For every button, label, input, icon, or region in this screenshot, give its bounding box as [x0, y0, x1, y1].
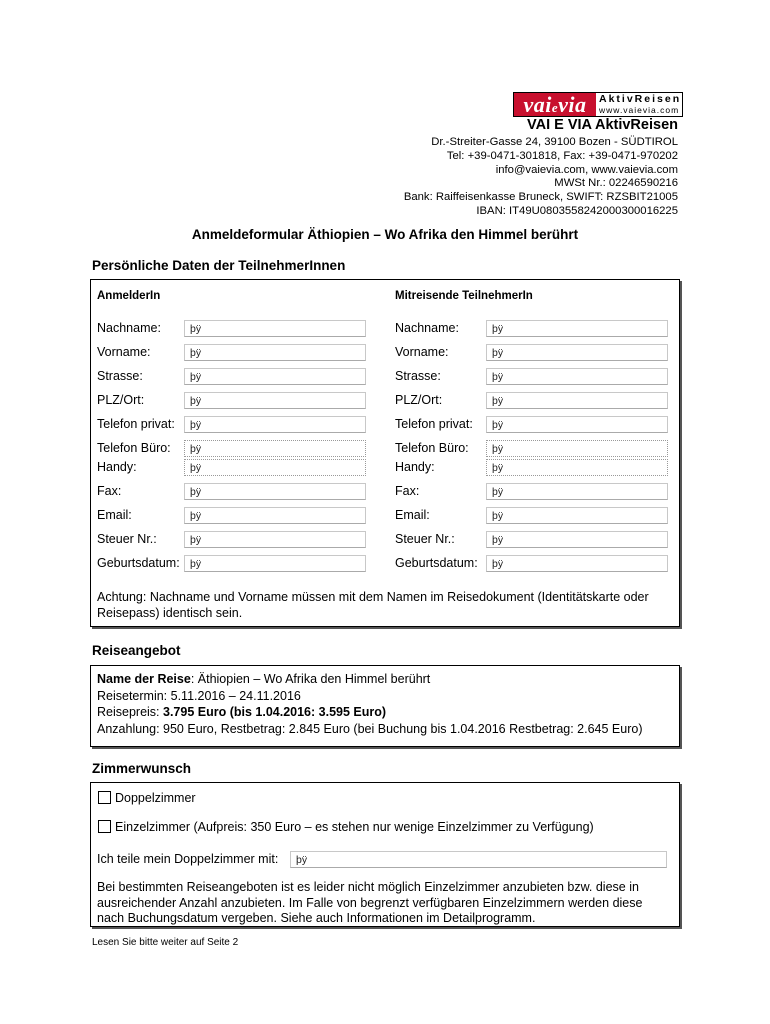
single-room-label: Einzelzimmer (Aufpreis: 350 Euro – es stehen nur wenige Einzelzimmer zu Verfügung): [115, 820, 594, 834]
company-address: Dr.-Streiter-Gasse 24, 39100 Bozen - SÜDTIROL Tel: +39-0471-301818, Fax: +39-0471-970202 info@vaievia.com, www.vaievia.com MWSt Nr.: 02246590216 Bank: Raiffeisenkasse Bruneck, SWIFT: RZSBIT21005 IBAN: IT49U0803558242000300016225: [403, 136, 678, 217]
applicant-input-telefon-privat[interactable]: þÿ: [184, 416, 366, 433]
applicant-label-email: Email:: [97, 508, 132, 522]
applicant-label-geburtsdatum: Geburtsdatum:: [97, 556, 180, 570]
footer-note: Lesen Sie bitte weiter auf Seite 2: [92, 937, 239, 948]
companion-input-nachname[interactable]: þÿ: [486, 320, 668, 337]
applicant-input-plz-ort[interactable]: þÿ: [184, 392, 366, 409]
companion-label-steuer-nr: Steuer Nr.:: [395, 532, 455, 546]
logo-brand: vaievia: [514, 93, 596, 116]
applicant-label-strasse: Strasse:: [97, 369, 143, 383]
offer-details: Name der Reise: Äthiopien – Wo Afrika den Himmel berührt Reisetermin: 5.11.2016 – 24.11.2016 Reisepreis: 3.795 Euro (bis 1.04.2016: 3.595 Euro) Anzahlung: 950 Euro, Restbetrag: 2.845 Euro (bei Buchung bis 1.04.2016 Restbetrag: 2.645 Euro): [97, 672, 643, 736]
companion-label-fax: Fax:: [395, 484, 420, 498]
col-head-companion: Mitreisende TeilnehmerIn: [395, 290, 533, 302]
companion-input-telefon-privat[interactable]: þÿ: [486, 416, 668, 433]
applicant-input-vorname[interactable]: þÿ: [184, 344, 366, 361]
companion-label-handy: Handy:: [395, 460, 435, 474]
companion-label-telefon-privat: Telefon privat:: [395, 417, 473, 431]
applicant-label-telefon-privat: Telefon privat:: [97, 417, 175, 431]
applicant-label-vorname: Vorname:: [97, 345, 151, 359]
applicant-label-fax: Fax:: [97, 484, 122, 498]
logo-web: www.vaievia.com: [599, 105, 680, 115]
double-room-checkbox[interactable]: [98, 791, 111, 804]
room-note: Bei bestimmten Reiseangeboten ist es leider nicht möglich Einzelzimmer anzubieten bzw. diese in ausreichender Anzahl anzubieten. Im Falle von begrenzt verfügbaren Einzelzimmern werden diese nach Buchungsdatum vergeben. Siehe auch Informationen im Detailprogramm.: [97, 880, 643, 925]
section-title-room: Zimmerwunsch: [92, 761, 192, 776]
companion-label-vorname: Vorname:: [395, 345, 449, 359]
companion-input-email[interactable]: þÿ: [486, 507, 668, 524]
companion-input-plz-ort[interactable]: þÿ: [486, 392, 668, 409]
share-room-label: Ich teile mein Doppelzimmer mit:: [97, 852, 279, 866]
applicant-input-nachname[interactable]: þÿ: [184, 320, 366, 337]
applicant-input-steuer-nr[interactable]: þÿ: [184, 531, 366, 548]
share-room-input[interactable]: þÿ: [290, 851, 667, 868]
companion-input-steuer-nr[interactable]: þÿ: [486, 531, 668, 548]
applicant-input-strasse[interactable]: þÿ: [184, 368, 366, 385]
companion-label-nachname: Nachname:: [395, 321, 459, 335]
companion-input-vorname[interactable]: þÿ: [486, 344, 668, 361]
name-note: Achtung: Nachname und Vorname müssen mit dem Namen im Reisedokument (Identitätskarte oder Reisepass) identisch sein.: [97, 590, 649, 620]
companion-input-telefon-buero[interactable]: þÿ: [486, 440, 668, 457]
companion-input-handy[interactable]: þÿ: [486, 459, 668, 476]
applicant-label-steuer-nr: Steuer Nr.:: [97, 532, 157, 546]
applicant-input-email[interactable]: þÿ: [184, 507, 366, 524]
applicant-input-handy[interactable]: þÿ: [184, 459, 366, 476]
companion-label-strasse: Strasse:: [395, 369, 441, 383]
section-title-personal: Persönliche Daten der TeilnehmerInnen: [92, 258, 346, 273]
logo-tagline: AktivReisen: [599, 93, 682, 105]
applicant-label-telefon-buero: Telefon Büro:: [97, 441, 171, 455]
company-name: VAI E VIA AktivReisen: [527, 117, 678, 133]
applicant-input-telefon-buero[interactable]: þÿ: [184, 440, 366, 457]
companion-label-plz-ort: PLZ/Ort:: [395, 393, 443, 407]
companion-input-fax[interactable]: þÿ: [486, 483, 668, 500]
companion-label-email: Email:: [395, 508, 430, 522]
applicant-label-handy: Handy:: [97, 460, 137, 474]
companion-label-geburtsdatum: Geburtsdatum:: [395, 556, 478, 570]
applicant-label-nachname: Nachname:: [97, 321, 161, 335]
col-head-applicant: AnmelderIn: [97, 290, 161, 302]
applicant-input-fax[interactable]: þÿ: [184, 483, 366, 500]
double-room-label: Doppelzimmer: [115, 791, 196, 805]
companion-label-telefon-buero: Telefon Büro:: [395, 441, 469, 455]
single-room-checkbox[interactable]: [98, 820, 111, 833]
form-title: Anmeldeformular Äthiopien – Wo Afrika den Himmel berührt: [191, 227, 579, 242]
section-title-offer: Reiseangebot: [92, 643, 181, 658]
company-logo: [513, 92, 683, 117]
companion-input-geburtsdatum[interactable]: þÿ: [486, 555, 668, 572]
applicant-input-geburtsdatum[interactable]: þÿ: [184, 555, 366, 572]
applicant-label-plz-ort: PLZ/Ort:: [97, 393, 145, 407]
companion-input-strasse[interactable]: þÿ: [486, 368, 668, 385]
